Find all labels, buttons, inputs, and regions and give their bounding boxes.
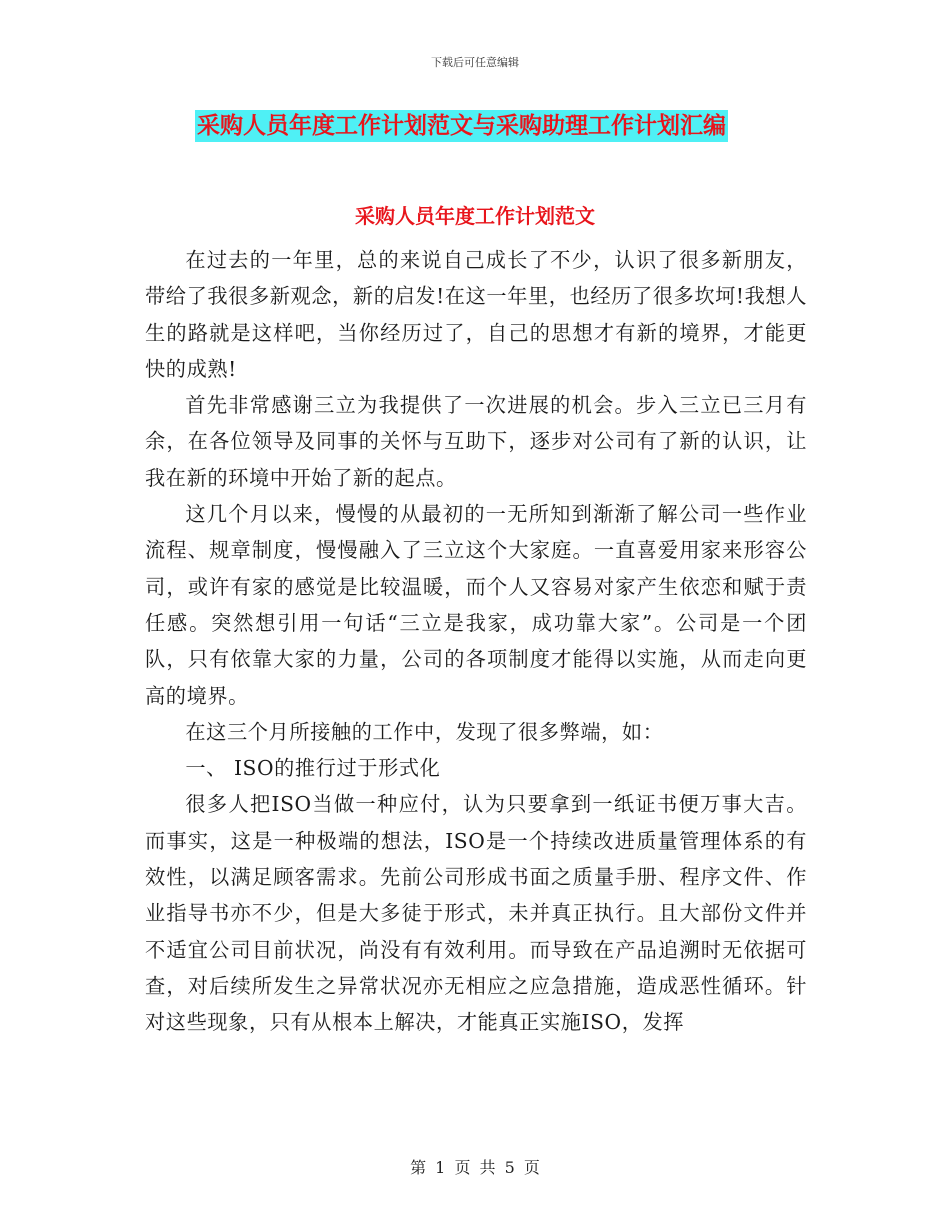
paragraph-3: 这几个月以来，慢慢的从最初的一无所知到渐渐了解公司一些作业流程、规章制度，慢慢融入了三立这个大家庭。一直喜爱用家来形容公司，或许有家的感觉是比较温暖，而个人又容易对家产生依恋和赋于责任感。突然想引用一句话“三立是我家，成功靠大家”。公司是一个团队，只有依靠大家的力量，公司的各项制度才能得以实施，从而走向更高的境界。 [145, 502, 807, 708]
paragraph-2: 首先非常感谢三立为我提供了一次进展的机会。步入三立已三月有余，在各位领导及同事的关怀与互助下，逐步对公司有了新的认识，让我在新的环境中开始了新的起点。 [145, 393, 807, 490]
paragraph-4: 在这三个月所接触的工作中，发现了很多弊端，如： [185, 719, 664, 744]
body-text [145, 242, 807, 1041]
page-footer: 第 1 页 共 5 页 [410, 1158, 540, 1177]
paragraph-1: 在过去的一年里，总的来说自己成长了不少，认识了很多新朋友，带给了我很多新观念，新的启发!在这一年里，也经历了很多坎坷!我想人生的路就是这样吧，当你经历过了，自己的思想才有新的境界，才能更快的成熟! [145, 248, 807, 381]
section-title: 采购人员年度工作计划范文 [355, 204, 595, 228]
paragraph-5: 一、 ISO的推行过于形式化 [185, 756, 441, 781]
paragraph-6: 很多人把ISO当做一种应付，认为只要拿到一纸证书便万事大吉。而事实，这是一种极端的想法，ISO是一个持续改进质量管理体系的有效性，以满足顾客需求。先前公司形成书面之质量手册、程序文件、作业指导书亦不少，但是大多徒于形式，未并真正执行。且大部份文件并不适宜公司目前状况，尚没有有效利用。而导致在产品追溯时无依据可查，对后续所发生之异常状况亦无相应之应急措施，造成恶性循环。针对这些现象，只有从根本上解决，才能真正实施ISO，发挥 [145, 792, 807, 1035]
header-note: 下载后可任意编辑 [431, 56, 519, 69]
document-title: 采购人员年度工作计划范文与采购助理工作计划汇编 [195, 110, 728, 142]
